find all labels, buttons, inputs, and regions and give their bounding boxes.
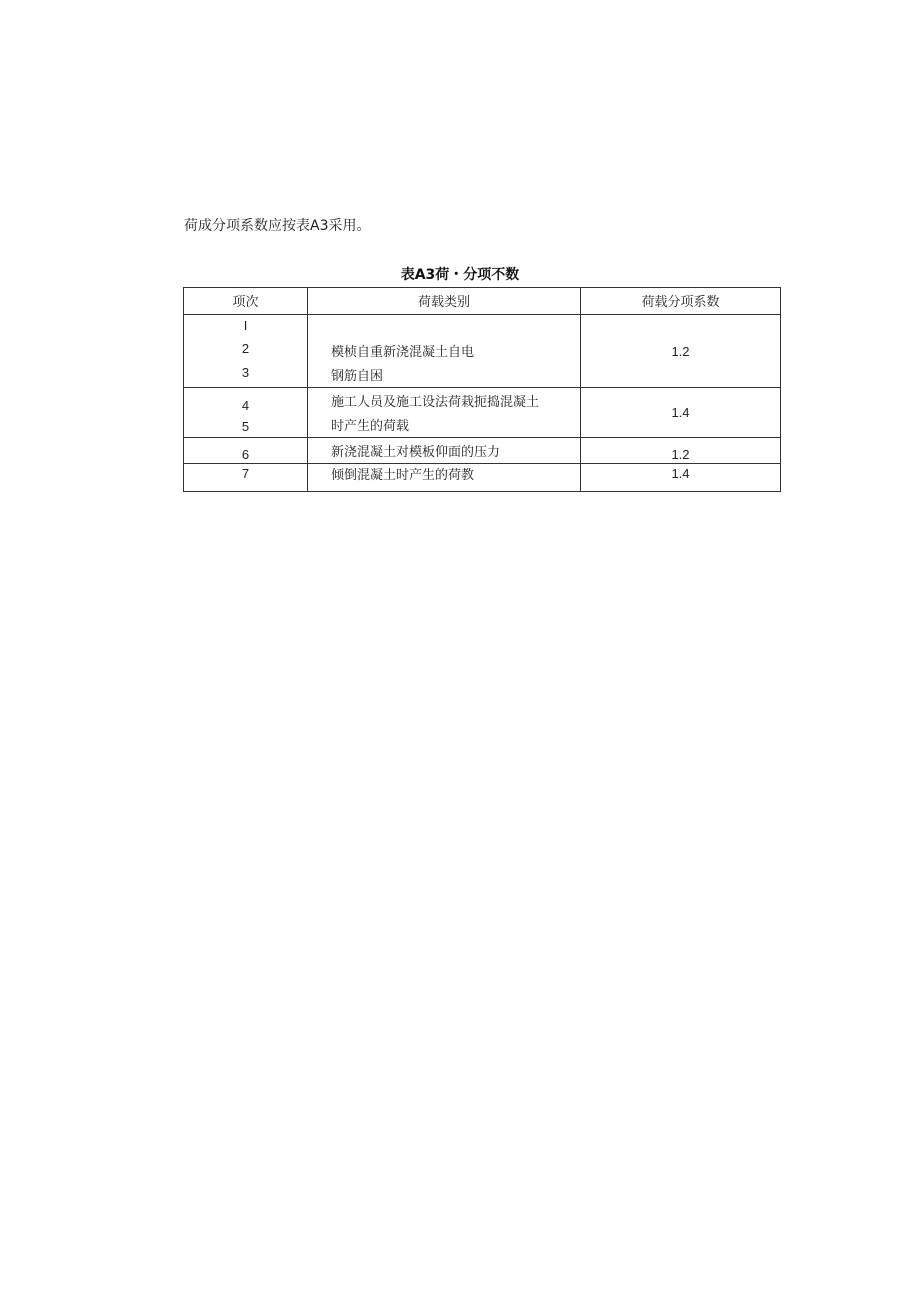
load-category-line: 钢筋自困 bbox=[331, 369, 384, 384]
load-factor-value: 1.4 bbox=[671, 405, 690, 420]
header-load-factor: 荷载分项系数 bbox=[641, 295, 720, 310]
load-factor-value: 1.4 bbox=[671, 466, 690, 481]
load-category-line: 时产生的荷载 bbox=[331, 419, 410, 434]
column-divider-1 bbox=[307, 288, 308, 491]
load-factor-table bbox=[183, 287, 781, 492]
item-number: 6 bbox=[241, 447, 250, 462]
header-load-category: 荷载类别 bbox=[417, 295, 470, 310]
load-category-line: 倾倒混凝土时产生的荷教 bbox=[331, 468, 475, 483]
load-category-line: 施工人员及施工设法荷栽扼捣混凝土 bbox=[331, 395, 540, 410]
item-number: 7 bbox=[241, 466, 250, 481]
item-number: I bbox=[243, 318, 248, 333]
row-divider-3 bbox=[184, 463, 780, 464]
item-number: 3 bbox=[241, 365, 250, 380]
header-item-no: 项次 bbox=[232, 295, 259, 310]
row-divider-1 bbox=[184, 387, 780, 388]
item-number: 4 bbox=[241, 398, 250, 413]
load-factor-value: 1.2 bbox=[671, 344, 690, 359]
table-caption: 表A3荷・分项不数 bbox=[400, 267, 520, 283]
item-number: 5 bbox=[241, 419, 250, 434]
header-divider bbox=[184, 314, 780, 315]
load-category-line: 模桢自重新浇混凝土自电 bbox=[331, 345, 475, 360]
row-divider-2 bbox=[184, 437, 780, 438]
item-number: 2 bbox=[241, 341, 250, 356]
load-factor-value: 1.2 bbox=[671, 447, 690, 462]
load-category-line: 新浇混凝土对模板仰面的压力 bbox=[331, 445, 501, 460]
intro-text: 荷成分项系数应按表A3采用。 bbox=[184, 218, 371, 234]
